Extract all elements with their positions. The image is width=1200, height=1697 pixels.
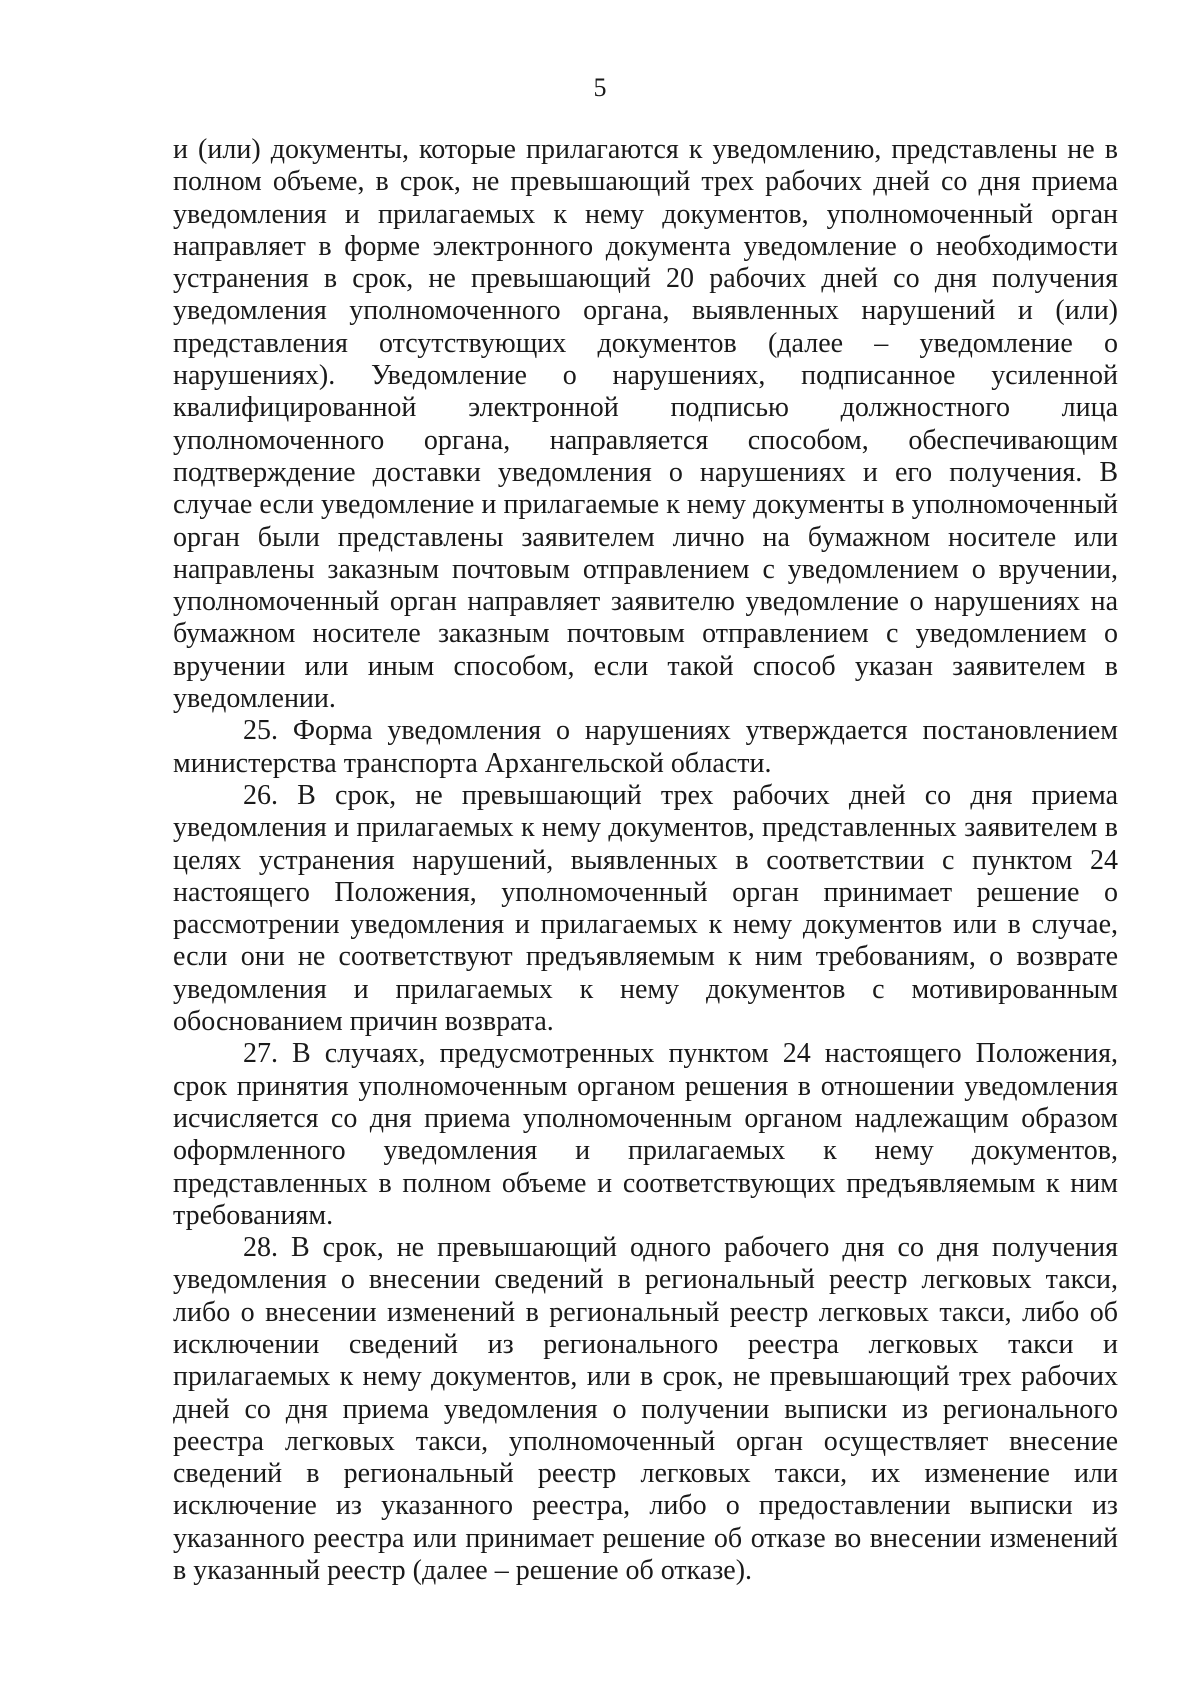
paragraph-24-continuation: и (или) документы, которые прилагаются к уведомлению, представлены не в полном объеме, в срок, не превышающий трех рабочих дней со дня приема уведомления и прилагаемых к нему документов, уполномоченный орган направляет в форме электронного документа уведомление о необходимости устранения в срок, не превышающий 20 рабочих дней со дня получения уведомления уполномоченного органа, выявленных нарушений и (или) представления отсутствующих документов (далее – уведомление о нарушениях). Уведомление о нарушениях, подписанное усиленной квалифицированной электронной подписью должностного лица уполномоченного органа, направляется способом, обеспечивающим подтверждение доставки уведомления о нарушениях и его получения. В случае если уведомление и прилагаемые к нему документы в уполномоченный орган были представлены заявителем лично на бумажном носителе или направлены заказным почтовым отправлением с уведомлением о вручении, уполномоченный орган направляет заявителю уведомление о нарушениях на бумажном носителе заказным почтовым отправлением с уведомлением о вручении или иным способом, если такой способ указан заявителем в уведомлении. xyxy=(173,134,1118,715)
document-body xyxy=(173,134,1118,1587)
paragraph-25: 25. Форма уведомления о нарушениях утверждается постановлением министерства транспорта Архангельской области. xyxy=(173,715,1118,779)
paragraph-26: 26. В срок, не превышающий трех рабочих дней со дня приема уведомления и прилагаемых к нему документов, представленных заявителем в целях устранения нарушений, выявленных в соответствии с пунктом 24 настоящего Положения, уполномоченный орган принимает решение о рассмотрении уведомления и прилагаемых к нему документов или в случае, если они не соответствуют предъявляемым к ним требованиям, о возврате уведомления и прилагаемых к нему документов с мотивированным обоснованием причин возврата. xyxy=(173,779,1118,1038)
paragraph-27: 27. В случаях, предусмотренных пунктом 24 настоящего Положения, срок принятия уполномоченным органом решения в отношении уведомления исчисляется со дня приема уполномоченным органом надлежащим образом оформленного уведомления и прилагаемых к нему документов, представленных в полном объеме и соответствующих предъявляемым к ним требованиям. xyxy=(173,1038,1118,1231)
page-number: 5 xyxy=(593,73,607,102)
paragraph-28: 28. В срок, не превышающий одного рабочего дня со дня получения уведомления о внесении сведений в региональный реестр легковых такси, либо о внесении изменений в региональный реестр легковых такси, либо об исключении сведений из регионального реестра легковых такси и прилагаемых к нему документов, или в срок, не превышающий трех рабочих дней со дня приема уведомления о получении выписки из регионального реестра легковых такси, уполномоченный орган осуществляет внесение сведений в региональный реестр легковых такси, их изменение или исключение из указанного реестра, либо о предоставлении выписки из указанного реестра или принимает решение об отказе во внесении изменений в указанный реестр (далее – решение об отказе). xyxy=(173,1232,1118,1587)
